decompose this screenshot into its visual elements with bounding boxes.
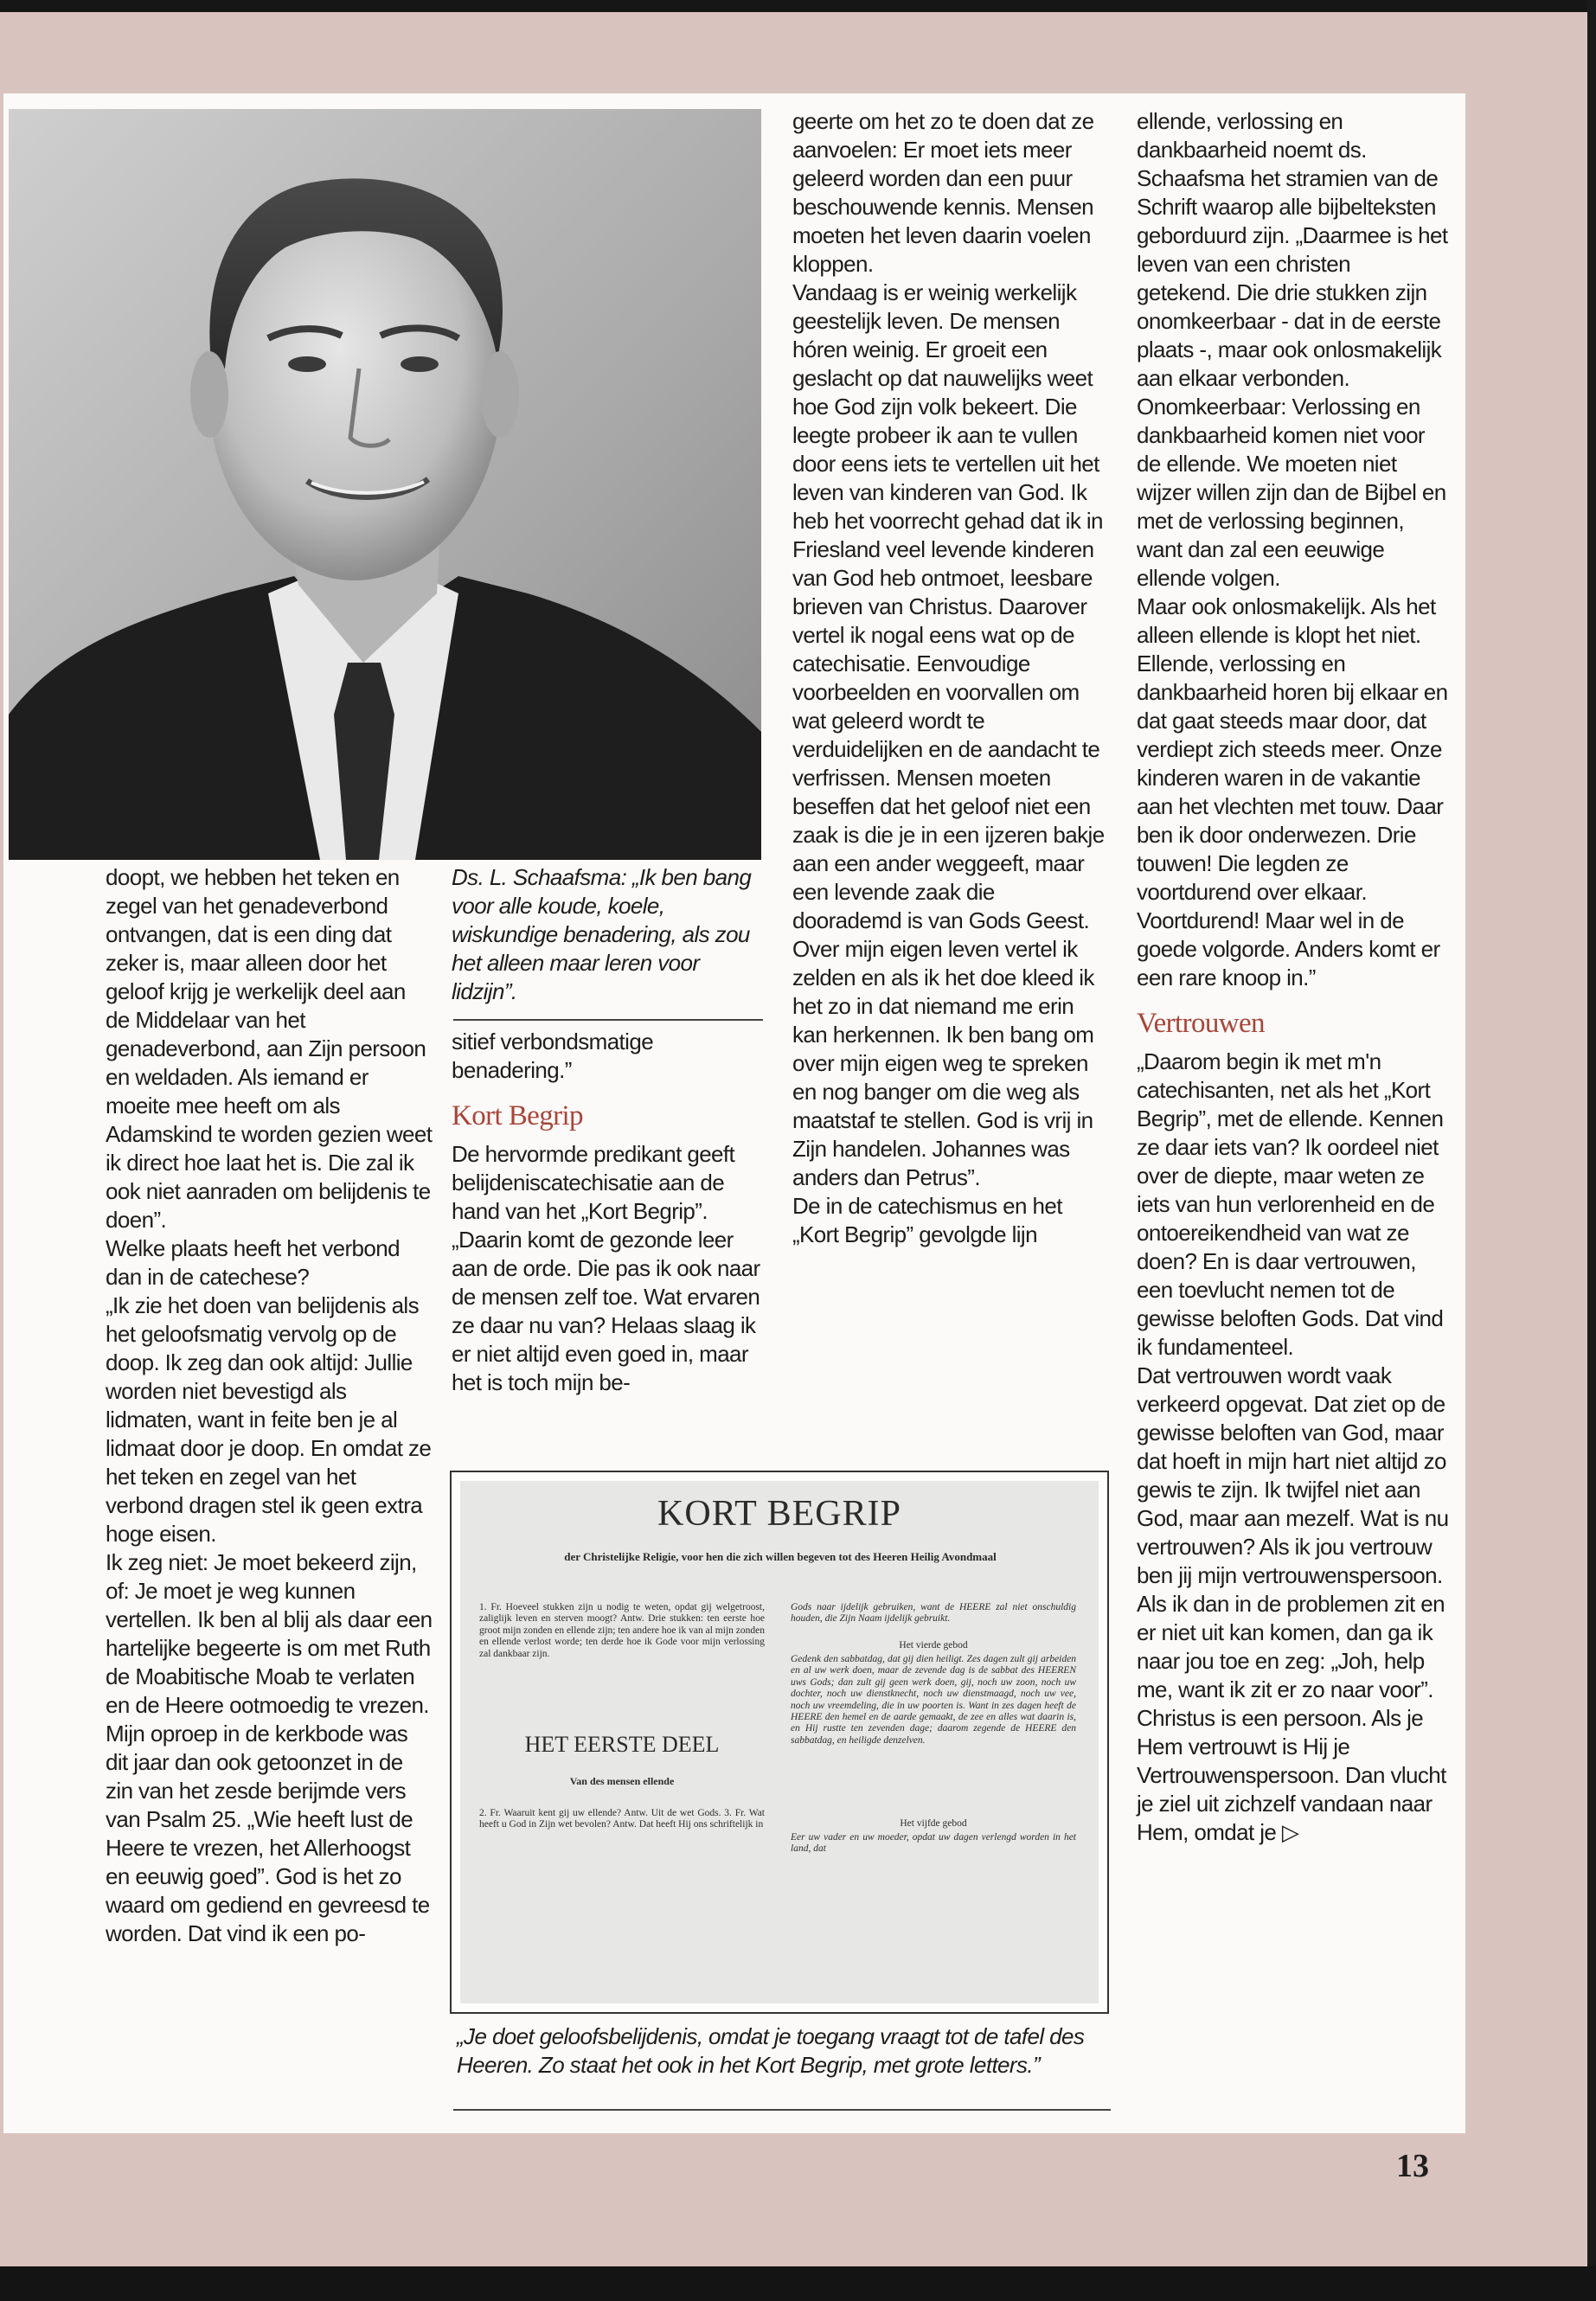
scan-border-bottom: [0, 2266, 1596, 2301]
column-1: [106, 863, 433, 1948]
scan-fifth-commandment-heading: Het vijfde gebod: [900, 1818, 967, 1829]
column-3: [792, 107, 1109, 1249]
scan-section-title: HET EERSTE DEEL: [524, 1732, 720, 1757]
column-3-paragraph: De in de catechismus en het „Kort Begrip” gevolgde lijn: [792, 1193, 1062, 1247]
scan-fifth-commandment: Eer uw vader en uw moeder, opdat uw dagen verlengd worden in het land, dat: [791, 1832, 1076, 1855]
column-4-paragraph: Maar ook onlosmakelijk. Als het alleen ellende is klopt het niet. Ellende, verlossing en dankbaarheid horen bij elkaar en dat gaat steeds maar door, dat verdiept zich steeds meer. Onze kinderen waren in de vakantie aan het vlechten met touw. Daar ben ik door onderwezen. Drie touwen! Die legden ze voortdurend over elkaar. Voortdurend! Maar wel in de goede volgorde. Anders komt er een rare knoop in.”: [1137, 593, 1448, 990]
inset-caption-divider: [453, 2109, 1111, 2111]
scan-questions-2-3: 2. Fr. Waaruit kent gij uw ellende? Antw. Uit de wet Gods. 3. Fr. Wat heeft u God in Zijn wet bevolen? Antw. Dat heeft Hij ons schriftelijk in: [479, 1808, 765, 1830]
scan-title: KORT BEGRIP: [657, 1494, 901, 1534]
page-number: 13: [1396, 2148, 1429, 2184]
column-1-question: Welke plaats heeft het verbond dan in de catechese?: [106, 1235, 400, 1290]
scan-question-1: 1. Fr. Hoeveel stukken zijn u nodig te weten, opdat gij welgetroost, zaliglijk leven en sterven moogt? Antw. Drie stukken: ten eerste hoe groot mijn zonden en ellende zijn; ten andere hoe ik van al mijn zonden en ellende verlost worde; ten derde hoe ik Gode voor mijn verlossing zal dankbaar zijn.: [479, 1602, 765, 1659]
column-2-paragraph: De hervormde predikant geeft belijdeniscatechisatie aan de hand van het „Kort Begrip”. „Daarin komt de gezonde leer aan de orde. Die pas ik ook naar de mensen zelf toe. Wat ervaren ze daar nu van? Helaas slaag ik er niet altijd even goed in, maar het is toch mijn be-: [452, 1141, 760, 1395]
column-4-paragraph: „Daarom begin ik met m'n catechisanten, net als het „Kort Begrip”, met de ellende. Kennen ze daar iets van? Ik oordeel niet over de diepte, maar weten ze iets van hun verlorenheid en de ontoereikendheid van wat ze doen? En is daar vertrouwen, een toevlucht nemen tot de gewisse beloften Gods. Dat vind ik fundamenteel.: [1137, 1048, 1444, 1360]
kort-begrip-inset: [450, 1471, 1109, 2014]
portrait-photo: [9, 109, 761, 860]
scan-fourth-commandment-heading: Het vierde gebod: [899, 1640, 968, 1650]
column-2: [452, 1028, 763, 1397]
article-panel: [3, 93, 1465, 2133]
inset-caption: „Je doet geloofsbelijdenis, omdat je toegang vraagt tot de tafel des Heeren. Zo staat het ook in het Kort Begrip, met grote letters.”: [457, 2023, 1085, 2078]
column-2-continuation: sitief verbondsmatige benadering.”: [452, 1029, 654, 1083]
column-4-paragraph: ellende, verlossing en dankbaarheid noemt ds. Schaafsma het stramien van de Schrift waarop alle bijbelteksten geborduurd zijn. „Daarmee is het leven van een christen getekend. Die drie stukken zijn onomkeerbaar - dat in de eerste plaats -, maar ook onlosmakelijk aan elkaar verbonden. Onomkeerbaar: Verlossing en dankbaarheid komen niet voor de ellende. We moeten niet wijzer willen zijn dan de Bijbel en met de verlossing beginnen, want dan zal een eeuwige ellende volgen.: [1137, 108, 1448, 591]
subheading-kort-begrip: Kort Begrip: [452, 1100, 583, 1131]
column-3-paragraph: Vandaag is er weinig werkelijk geestelijk leven. De mensen hóren weinig. Er groeit een geslacht op dat nauwelijks weet hoe God zijn volk bekeert. Die leegte probeer ik aan te vullen door eens iets te vertellen uit het leven van kinderen van God. Ik heb het voorrecht gehad dat ik in Friesland veel levende kinderen van God heb ontmoet, leesbare brieven van Christus. Daarover vertel ik nogal eens wat op de catechisatie. Eenvoudige voorbeelden en voorvallen om wat geleerd wordt te verduidelijken en de aandacht te verfrissen. Mensen moeten beseffen dat het geloof niet een zaak is die je in een ijzeren bakje aan een ander weggeeft, maar een levende zaak die doorademd is van Gods Geest.: [792, 279, 1105, 933]
column-3-paragraph: geerte om het zo te doen dat ze aanvoelen: Er moet iets meer geleerd worden dan een puur beschouwende kennis. Mensen moeten het leven daarin voelen kloppen.: [792, 108, 1094, 277]
column-4-paragraph: Dat vertrouwen wordt vaak verkeerd opgevat. Dat ziet op de gewisse beloften van God, maar dat hoeft in mijn hart niet altijd zo gewis te zijn. Ik twijfel niet aan God, maar aan mezelf. Wat is nu vertrouwen? Als ik jou vertrouw ben jij mijn vertrouwenspersoon. Als ik dan in de problemen zit en er niet uit kan komen, dan ga ik naar jou toe en zeg: „Joh, help me, want ik zit er zo naar voor”.: [1137, 1362, 1449, 1702]
scan-fourth-commandment: Gedenk den sabbatdag, dat gij dien heiligt. Zes dagen zult gij arbeiden en al uw werk doen, maar de zevende dag is de sabbat des HEEREN uws Gods; dan zult gij geen werk doen, gij, noch uw zoon, noch uw dochter, noch uw dienstknecht, noch uw dienstmaagd, noch uw vee, noch uw vreemdeling, die in uw poorten is. Want in zes dagen heeft de HEERE den hemel en de aarde gemaakt, de zee en alles wat daarin is, en Hij rustte ten zevenden dage; daarom zegende de HEERE den sabbatdag, en heiligde denzelven.: [791, 1654, 1076, 1746]
scan-border-right: [1587, 0, 1596, 2301]
scan-subtitle: der Christelijke Religie, voor hen die zich willen begeven tot des Heeren Heilig Avondmaal: [564, 1550, 997, 1563]
caption-divider: [453, 1019, 763, 1021]
column-1-paragraph: „Ik zie het doen van belijdenis als het geloofsmatig vervolg op de doop. Ik zeg dan ook altijd: Jullie worden niet bevestigd als lidmaten, want in feite ben je al lidmaat door je doop. En omdat ze het teken en zegel van het verbond dragen stel ik geen extra hoge eisen.: [106, 1292, 432, 1547]
column-3-paragraph: Over mijn eigen leven vertel ik zelden en als ik het doe kleed ik het zo in dat niemand me erin kan herkennen. Ik ben bang om over mijn eigen weg te spreken en nog banger om die weg als maatstaf te stellen. God is vrij in Zijn handelen. Johannes was anders dan Petrus”.: [792, 936, 1094, 1190]
portrait-illustration: [9, 109, 761, 860]
scan-border-top: [0, 0, 1596, 12]
scan-section-subtitle: Van des mensen ellende: [569, 1775, 675, 1787]
subheading-vertrouwen: Vertrouwen: [1137, 1008, 1265, 1039]
photo-caption: Ds. L. Schaafsma: „Ik ben bang voor alle koude, koele, wiskundige benadering, als zou het alleen maar leren voor lidzijn”.: [452, 864, 752, 1004]
kort-begrip-scan: [460, 1481, 1099, 2003]
column-4-paragraph: Christus is een persoon. Als je Hem vertrouwt is Hij je Vertrouwenspersoon. Dan vlucht je ziel uit zichzelf vandaan naar Hem, omdat je ▷: [1137, 1705, 1446, 1845]
column-4: [1137, 107, 1450, 1847]
column-1-paragraph: Ik zeg niet: Je moet bekeerd zijn, of: Je moet je weg kunnen vertellen. Ik ben al blij als daar een hartelijke begeerte is om met Ruth de Moabitische Moab te verlaten en de Heere ootmoedig te vrezen. Mijn oproep in de kerkbode was dit jaar dan ook getoonzet in de zin van het zesde berijmde vers van Psalm 25. „Wie heeft lust de Heere te vrezen, het Allerhoogst en eeuwig goed”. God is het zo waard om gediend en gevreesd te worden. Dat vind ik een po-: [106, 1549, 433, 1946]
scan-third-commandment: Gods naar ijdelijk gebruiken, want de HEERE zal niet onschuldig houden, die Zijn Naam ijdelijk gebruikt.: [791, 1602, 1076, 1625]
column-1-paragraph: doopt, we hebben het teken en zegel van het genadeverbond ontvangen, dat is een ding dat zeker is, maar alleen door het geloof krijg je werkelijk deel aan de Middelaar van het genadeverbond, aan Zijn persoon en weldaden. Als iemand er moeite mee heeft om als Adamskind te worden gezien weet ik direct hoe laat het is. Die zal ik ook niet aanraden om belijdenis te doen”.: [106, 864, 433, 1233]
